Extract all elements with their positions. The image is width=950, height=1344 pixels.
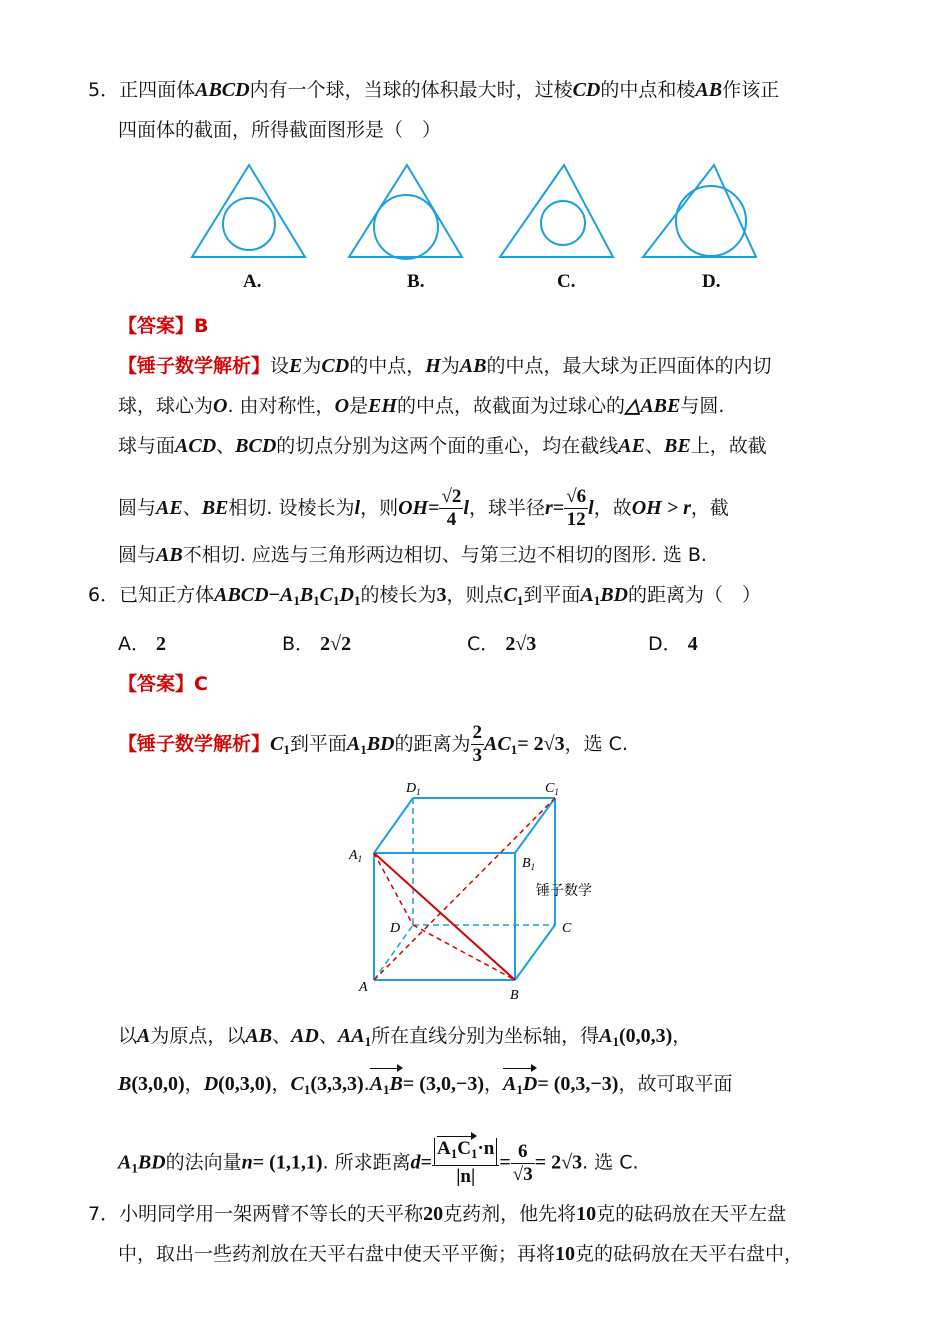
q6-answer: [118, 670, 208, 698]
sub: 1: [283, 742, 290, 757]
fraction-sqrt2-over-4: $\frac{√2}{4}$: [441, 486, 462, 530]
math: AE: [156, 497, 183, 519]
text: 与圆.: [680, 395, 725, 417]
math: l: [588, 497, 594, 519]
vector-a1d: $A_1D$: [503, 1070, 537, 1104]
sub: 1: [593, 593, 601, 608]
q5-analysis-line2: [118, 392, 724, 420]
text: 圆与: [118, 544, 157, 566]
answer-label: 【答案】: [118, 673, 195, 695]
text: ，: [484, 1073, 504, 1095]
label-b: B: [510, 988, 519, 1003]
sub: 1: [510, 742, 518, 757]
math: CD: [321, 355, 350, 377]
label-b1: $B_1$: [522, 856, 536, 872]
q6-stem: [88, 581, 761, 615]
math: = (3,0,−3): [402, 1073, 485, 1095]
q6-number: 6．: [88, 584, 120, 606]
q7-number: 7．: [88, 1203, 120, 1225]
text: 所在直线分别为坐标轴，得: [371, 1025, 600, 1047]
answer-value: B: [194, 315, 209, 337]
sub: 1: [516, 593, 524, 608]
text: 内有一个球，当球的体积最大时，过棱: [249, 79, 573, 101]
math: =: [552, 497, 565, 519]
text: 的法向量: [165, 1151, 242, 1174]
text: ，: [672, 1025, 692, 1047]
text: . 所求距离: [322, 1151, 411, 1174]
watermark: 锤子数学: [536, 883, 592, 899]
q6-option-c[interactable]: C． 2√3: [467, 633, 537, 655]
option-c-label[interactable]: C.: [557, 271, 576, 292]
fraction-6-over-sqrt3: $\frac{6}{√3}$: [512, 1140, 533, 1185]
math: A: [118, 1151, 132, 1174]
option-c-triangle-circle: [500, 165, 613, 257]
q5-analysis-line4: [118, 486, 729, 531]
text: 中，取出一些药剂放在天平右盘中使天平平衡；再将: [118, 1243, 556, 1265]
label-c1: $C_1$: [545, 781, 559, 797]
q5-stem-line2: 四面体的截面，所得截面图形是（ ）: [118, 119, 442, 141]
a1d-line: [374, 853, 413, 925]
text: 、: [644, 435, 664, 457]
q6-coord-line3: [118, 1138, 639, 1188]
option-a-triangle-circle: [192, 165, 305, 257]
text: ，选 C.: [564, 733, 628, 755]
text: 相切. 设棱长为: [228, 497, 355, 519]
text: 球与面: [118, 435, 176, 457]
math: BE: [201, 497, 229, 519]
math: l: [354, 497, 361, 519]
text: 克药剂，他先将: [443, 1203, 577, 1225]
sub: 1: [364, 1034, 372, 1049]
option-b-label[interactable]: B.: [407, 271, 425, 292]
text: 不相切. 应选与三角形两边相切、与第三边不相切的图形. 选 B.: [182, 544, 707, 566]
text: 以: [118, 1025, 138, 1047]
math: OH: [398, 497, 429, 519]
text: ，故: [593, 497, 632, 519]
math: AC: [484, 733, 511, 755]
math: = (0,3,−3): [537, 1073, 619, 1095]
option-d-label[interactable]: D.: [702, 271, 721, 292]
text: 作该正: [722, 79, 780, 101]
text: 设: [270, 355, 290, 377]
label-a: A: [359, 980, 368, 995]
q6-option-a[interactable]: A． 2: [118, 633, 167, 655]
fraction-sqrt6-over-12: $\frac{√6}{12}$: [566, 486, 587, 530]
text: 的棱长为: [360, 584, 437, 606]
text: ，: [271, 1073, 291, 1095]
sub: 1: [360, 742, 367, 757]
q5-number: 5．: [88, 79, 120, 101]
text: 的距离为: [394, 733, 471, 755]
math: = 2√3: [534, 1151, 583, 1174]
text: 正四面体: [119, 79, 196, 101]
math: A: [137, 1025, 151, 1047]
math: = 2√3: [517, 733, 565, 755]
math: BD: [366, 733, 395, 755]
vector-a1b: $A_1B$: [370, 1070, 403, 1104]
math: (3,0,0): [131, 1073, 185, 1095]
math: (0,3,0): [218, 1073, 272, 1095]
text: 上，故截: [690, 435, 767, 457]
option-b-triangle-circle: [349, 165, 462, 259]
text: 球，球心为: [118, 395, 214, 417]
fraction-distance: $\frac{A_1C_1\cdot n}{|n|}$: [432, 1138, 499, 1188]
math: 10: [555, 1243, 576, 1265]
text: 、: [216, 435, 236, 457]
text: 、: [318, 1025, 338, 1047]
math: AB: [459, 355, 487, 377]
q5-answer: [118, 312, 209, 340]
text: 到平面: [289, 733, 347, 755]
math: =: [428, 497, 440, 519]
math: ABCD: [195, 79, 250, 101]
option-a-label[interactable]: A.: [243, 271, 262, 292]
text: 是: [349, 395, 369, 417]
text: ，故可取平面: [618, 1073, 733, 1095]
label-d1: $D_1$: [406, 781, 421, 797]
math: AB: [245, 1025, 273, 1047]
math: A: [346, 733, 361, 755]
text: 的切点分别为这两个面的重心，均在截线: [276, 435, 619, 457]
text: 的中点和棱: [600, 79, 696, 101]
math: B: [299, 584, 314, 606]
math: AA: [337, 1025, 365, 1047]
sub: 1: [131, 1160, 138, 1176]
math: D: [339, 584, 354, 606]
math: A: [279, 584, 294, 606]
math: A: [580, 584, 594, 606]
q6-coord-line1: [118, 1022, 691, 1056]
math: =: [420, 1151, 432, 1174]
text: 圆与: [118, 497, 157, 519]
cube-edge: [374, 798, 413, 853]
math: r: [545, 497, 553, 519]
math: C: [290, 1073, 304, 1095]
math: (3,3,3): [310, 1073, 364, 1095]
sub: 1: [612, 1034, 619, 1049]
text: ，则: [360, 497, 399, 519]
math: (0,0,3): [618, 1025, 673, 1047]
math: AB: [695, 79, 723, 101]
a1b-line: [374, 853, 515, 980]
text: ，: [184, 1073, 204, 1095]
text: ，球半径: [468, 497, 545, 519]
text: . 由对称性，: [227, 395, 335, 417]
sub: 1: [353, 593, 361, 608]
text: 已知正方体: [119, 584, 215, 606]
math: H: [425, 355, 441, 377]
math: OH > r: [631, 497, 691, 519]
math: 3: [436, 584, 447, 606]
math: C: [270, 733, 284, 755]
math: BD: [600, 584, 628, 606]
sub: 1: [303, 1082, 311, 1097]
math: ACD: [175, 435, 217, 457]
text: 克的砝码放在天平左盘: [596, 1203, 787, 1225]
text: 的中点，最大球为正四面体的内切: [486, 355, 772, 377]
math: BCD: [235, 435, 277, 457]
cube-edge: [515, 798, 555, 853]
q6-coord-line2: [118, 1070, 732, 1104]
math: A: [599, 1025, 613, 1047]
q5-stem-line1: [88, 76, 779, 104]
math: AE: [618, 435, 645, 457]
text: 、: [182, 497, 202, 519]
q5-analysis-line1: [118, 352, 771, 380]
math: E: [289, 355, 303, 377]
math: C: [319, 584, 334, 606]
text: 为原点，以: [150, 1025, 246, 1047]
text: 为: [440, 355, 460, 377]
text: 小明同学用一架两臂不等长的天平称: [119, 1203, 424, 1225]
cube-figure: [340, 775, 610, 1005]
math: l: [463, 497, 469, 519]
math: d: [410, 1151, 421, 1174]
text: ，则点: [446, 584, 504, 606]
text: 到平面: [523, 584, 581, 606]
text: . 选 C.: [582, 1151, 639, 1174]
text: 的中点，故截面为过球心的: [396, 395, 625, 417]
sub: 1: [293, 593, 300, 608]
answer-label: 【答案】: [118, 315, 195, 337]
sub: 1: [333, 593, 340, 608]
math: BD: [137, 1151, 166, 1174]
math: 10: [576, 1203, 597, 1225]
math: EH: [368, 395, 397, 417]
text: ，截: [690, 497, 729, 519]
analysis-label: 【锤子数学解析】: [118, 355, 271, 377]
answer-value: C: [194, 673, 208, 695]
analysis-label: 【锤子数学解析】: [118, 733, 271, 755]
sub: 1: [313, 593, 320, 608]
math: O: [334, 395, 350, 417]
label-d: D: [390, 921, 401, 936]
option-d-triangle-circle: [643, 165, 756, 257]
math: =: [499, 1151, 511, 1174]
fraction-2-over-3: $\frac{2}{3}$: [472, 722, 483, 766]
text: 的中点，: [349, 355, 426, 377]
cube-edge: [515, 925, 555, 980]
q5-analysis-line5: [118, 541, 707, 569]
math: 20: [423, 1203, 444, 1225]
label-c: C: [562, 921, 572, 936]
math: O: [213, 395, 228, 417]
math: D: [203, 1073, 219, 1095]
label-a1: $A_1$: [349, 848, 363, 864]
q6-option-b[interactable]: B． 2√2: [282, 633, 352, 655]
q5-analysis-line3: [118, 432, 767, 460]
math: CD: [572, 79, 601, 101]
q5-option-figures: [185, 160, 775, 265]
q7-line1: [88, 1200, 786, 1228]
math: AD: [291, 1025, 319, 1047]
q6-analysis: [118, 722, 628, 767]
text: 克的砝码放在天平右盘中，: [575, 1243, 804, 1265]
math: AB: [156, 544, 183, 566]
math: n: [241, 1151, 253, 1174]
text: .: [363, 1073, 370, 1095]
text: 为: [302, 355, 322, 377]
math: B: [118, 1073, 132, 1095]
math: BE: [664, 435, 691, 457]
text: 、: [272, 1025, 292, 1047]
math: ABCD: [214, 584, 269, 606]
math: −: [268, 584, 280, 606]
text: 的距离为（ ）: [628, 584, 762, 606]
math: C: [503, 584, 517, 606]
q7-line2: [118, 1240, 803, 1268]
math: = (1,1,1): [252, 1151, 323, 1174]
math: △ABE: [624, 395, 681, 417]
q6-option-d[interactable]: D． 4: [648, 633, 698, 655]
